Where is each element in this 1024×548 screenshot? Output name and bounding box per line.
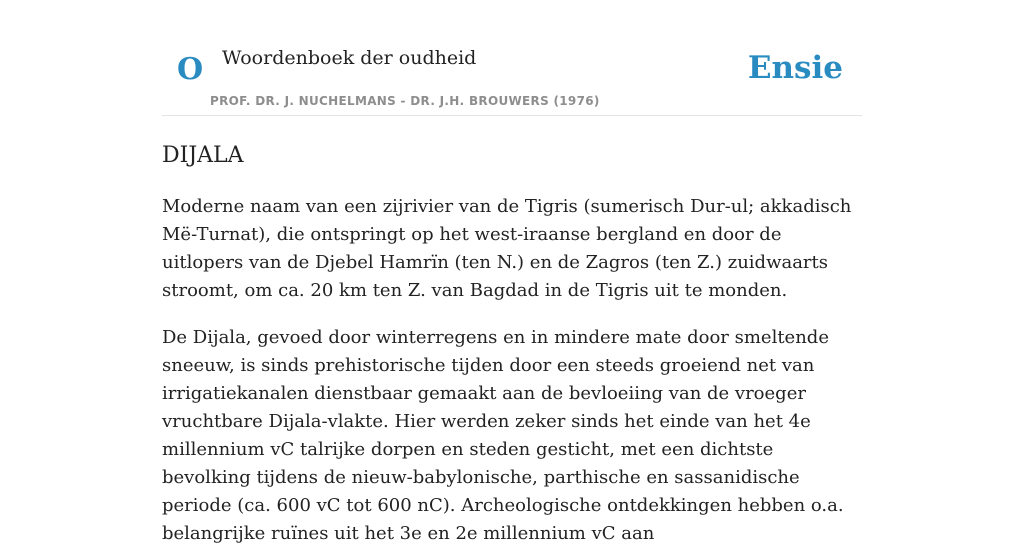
book-title[interactable]: Woordenboek der oudheid [222, 47, 477, 69]
book-authors: PROF. DR. J. NUCHELMANS - DR. J.H. BROUWERS (1976) [210, 94, 600, 108]
header [162, 0, 862, 116]
entry-body [162, 193, 862, 548]
entry-paragraph: Moderne naam van een zijrivier van de Tigris (sumerisch Dur-ul; akkadisch Më-Turnat), die ontspringt op het west-iraanse bergland en door de uitlopers van de Djebel Hamrïn (ten N.) en de Zagros (ten Z.) zuidwaarts stroomt, om ca. 20 km ten Z. van Bagdad in de Tigris uit te monden. [162, 196, 852, 301]
letter-index[interactable]: O [177, 52, 204, 87]
entry-headword: DIJALA [162, 143, 244, 168]
brand-logo[interactable]: Ensie [747, 50, 843, 86]
page [162, 0, 862, 548]
entry-paragraph: De Dijala, gevoed door winterregens en in mindere mate door smeltende sneeuw, is sinds prehistorische tijden door een steeds groeiend net van irrigatiekanalen dienstbaar gemaakt aan de bevloeiing van de vroeger vruchtbare Dijala-vlakte. Hier werden zeker sinds het einde van het 4e millennium vC talrijke dorpen en steden gesticht, met een dichtste bevolking tijdens de nieuw-babylonische, parthische en sassanidische periode (ca. 600 vC tot 600 nC). Archeologische ontdekkingen hebben o.a. belangrijke ruïnes uit het 3e en 2e millennium vC aan [162, 327, 844, 544]
